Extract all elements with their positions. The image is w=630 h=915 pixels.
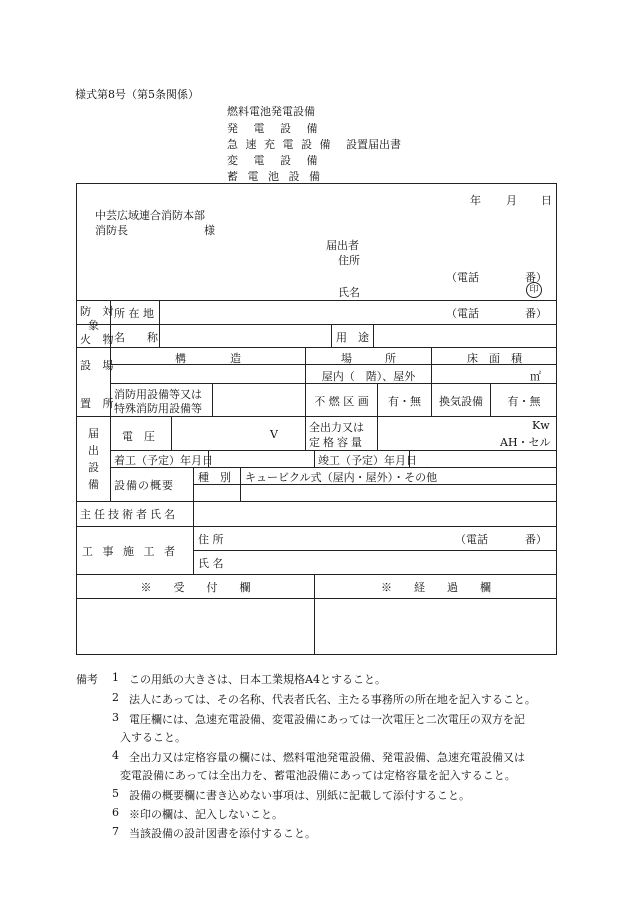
title-item-fuel-cell: 燃料電池発電設備 [227, 105, 315, 118]
date-year: 年 [470, 194, 481, 207]
target-phone-label: （電話 [446, 307, 479, 320]
note-6-num: 6 [112, 806, 119, 819]
summary-label: 設備の概要 [114, 479, 174, 492]
start-date-label: 着工（予定）年月日 [114, 454, 213, 467]
use-label: 用 途 [336, 331, 369, 344]
contractor-phone-label: （電話 [455, 533, 488, 546]
note-3-num: 3 [112, 711, 119, 724]
title-item-battery: 蓄 電 池 設 備 [227, 170, 323, 183]
note-5-text: 設備の概要欄に書き込めない事項は、別紙に記載して添付すること。 [129, 789, 470, 802]
contractor-phone-suffix: 番） [525, 533, 547, 546]
output-label-1: 全出力又は [309, 421, 364, 434]
honorific: 様 [204, 224, 215, 237]
note-4-text: 全出力又は定格容量の欄には、燃料電池発電設備、発電設備、急速充電設備又は [129, 751, 525, 764]
contractor-name-label: 氏 名 [198, 557, 224, 570]
applicant-name-label: 氏名 [338, 286, 360, 299]
nonflammable-label: 不 燃 区 画 [314, 395, 369, 408]
nonflammable-yes-no: 有・無 [388, 395, 421, 408]
note-1-text: この用紙の大きさは、日本工業規格A4とすること。 [129, 673, 386, 686]
ventilation-label: 換気設備 [439, 395, 483, 408]
fire-equipment-label-2: 特殊消防用設備等 [114, 402, 202, 415]
fire-equipment-label-1: 消防用設備等又は [114, 388, 202, 401]
applicant-address-label: 住所 [338, 254, 360, 267]
note-7-text: 当該設備の設計図書を添付すること。 [129, 827, 316, 840]
voltage-unit: V [270, 428, 278, 441]
type-value: キュービクル式（屋内・屋外）・その他 [245, 471, 438, 484]
note-1-num: 1 [112, 671, 119, 684]
structure-header: 構 造 [175, 352, 241, 365]
seal-mark: 印 [526, 282, 542, 298]
note-3-cont: 入すること。 [120, 731, 186, 744]
target-name-label: 名 称 [114, 331, 158, 344]
note-6-text: ※印の欄は、記入しないこと。 [129, 808, 283, 821]
note-2-text: 法人にあっては、その名称、代表者氏名、主たる事務所の所在地を記入すること。 [129, 693, 536, 706]
applicant-phone-suffix: 番） [525, 271, 547, 284]
note-7-num: 7 [112, 825, 119, 838]
place-section-label-1: 設 場 [80, 359, 118, 372]
output-unit-ah: AH・セル [500, 436, 551, 449]
output-label-2: 定格容量 [309, 436, 365, 449]
date-month: 月 [506, 194, 517, 207]
equipment-section-label-2: 出 [88, 444, 99, 457]
note-4-num: 4 [112, 749, 119, 762]
complete-date-label: 竣工（予定）年月日 [318, 454, 417, 467]
recipient-org: 中芸広域連合消防本部 [95, 209, 205, 222]
title-item-generator: 発 電 設 備 [227, 122, 324, 135]
contractor-address-label: 住 所 [198, 533, 224, 546]
engineer-label: 主任技術者氏名 [80, 508, 178, 521]
progress-column-header: ※ 経 過 欄 [381, 581, 491, 594]
location-label: 所 在 地 [114, 307, 154, 320]
equipment-section-label-3: 設 [88, 461, 99, 474]
target-section-label-2: 象 [88, 319, 99, 332]
notes-label: 備考 [76, 673, 98, 686]
note-4-cont: 変電設備にあっては全出力を、蓄電池設備にあっては定格容量を記入すること。 [120, 769, 516, 782]
place-section-label-2: 置 所 [80, 397, 118, 410]
output-unit-kw: Kw [532, 419, 550, 432]
target-section-label-3: 火 物 [80, 333, 118, 346]
voltage-label: 電 圧 [122, 430, 155, 443]
area-unit: ㎡ [530, 370, 541, 383]
equipment-section-label-1: 届 [88, 427, 99, 440]
note-2-num: 2 [112, 691, 119, 704]
type-label: 種 別 [198, 471, 231, 484]
place-header: 場 所 [341, 352, 396, 365]
ventilation-yes-no: 有・無 [507, 395, 541, 408]
target-phone-suffix: 番） [525, 307, 547, 320]
title-item-substation: 変 電 設 備 [227, 154, 324, 167]
title-suffix: 設置届出書 [346, 138, 401, 151]
title-item-quick-charge: 急 速 充 電 設 備 [227, 138, 333, 151]
recipient-title: 消防長 [95, 224, 128, 237]
equipment-section-label-4: 備 [88, 478, 99, 491]
date-day: 日 [541, 194, 552, 207]
note-5-num: 5 [112, 787, 119, 800]
target-section-label-1: 防 対 [80, 305, 118, 318]
indoor-outdoor-text: 屋内（ 階）、屋外 [321, 370, 416, 383]
applicant-phone-label: （電話 [446, 271, 479, 284]
note-3-text: 電圧欄には、急速充電設備、変電設備にあっては一次電圧と二次電圧の双方を記 [129, 713, 525, 726]
reception-column-header: ※ 受 付 欄 [140, 581, 251, 594]
floor-area-header: 床 面 積 [467, 352, 522, 365]
form-number: 様式第8号（第5条関係） [75, 88, 199, 101]
contractor-label: 工 事 施 工 者 [82, 545, 178, 558]
applicant-label: 届出者 [326, 239, 359, 252]
